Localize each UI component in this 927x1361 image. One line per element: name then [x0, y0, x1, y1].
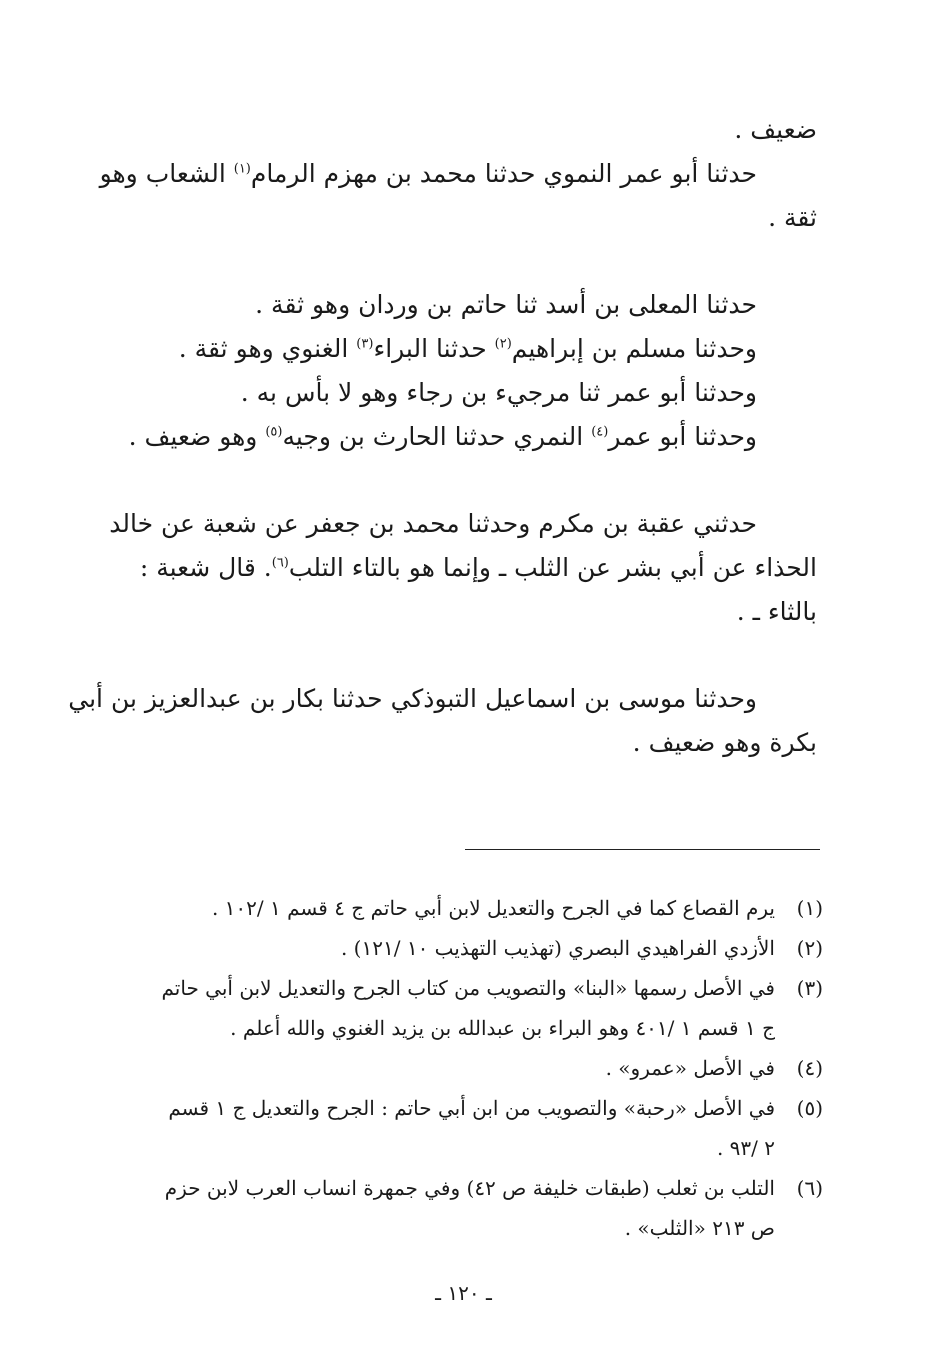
footnote-text: ٢ /٩٣ .: [716, 1136, 775, 1160]
narration-line: [107, 415, 817, 459]
footnote-text: يرم القصاع كما في الجرح والتعديل لابن أبي حاتم ج ٤ قسم ١ /١٠٢ .: [211, 896, 775, 920]
footnote-number: (٤): [796, 1056, 823, 1080]
footnote-ref: (٤): [591, 424, 609, 440]
footnote-text: ص ٢١٣ «الثلب» .: [624, 1216, 775, 1240]
narration-line: وحدثنا أبو عمر ثنا مرجيء بن رجاء وهو لا بأس به .: [240, 378, 757, 407]
text-run: . قال شعبة :: [139, 553, 272, 582]
footnote-number: (٦): [796, 1176, 823, 1200]
paragraph-4: [107, 502, 817, 634]
footnote-text: التلب بن ثعلب (طبقات خليفة ص ٤٢) وفي جمهرة انساب العرب لابن حزم: [164, 1176, 775, 1200]
text-line: ضعيف .: [734, 115, 817, 144]
text-run: الغنوي وهو ثقة .: [178, 334, 357, 363]
text-run: الحذاء عن أبي بشر عن الثلب ـ وإنما هو بالتاء التلب: [288, 553, 817, 582]
paragraph-2: [99, 152, 817, 240]
footnote-ref: (١): [233, 161, 251, 177]
text-run: النمري حدثنا الحارث بن وجيه: [282, 422, 592, 451]
narration-line: [107, 327, 817, 371]
text-run: وهو ضعيف .: [128, 422, 266, 451]
footnote-number: (١): [796, 896, 823, 920]
paragraph-1: [107, 108, 817, 152]
footnote-number: (٣): [796, 976, 823, 1000]
footnote: [103, 928, 823, 968]
footnote: [103, 968, 823, 1048]
footnote: [103, 1168, 823, 1248]
text-line: ثقة .: [768, 203, 817, 232]
footnote-ref: (٣): [356, 336, 374, 352]
footnote-text: في الأصل رسمها «البنا» والتصويب من كتاب الجرح والتعديل لابن أبي حاتم: [161, 976, 775, 1000]
footnote: [103, 1048, 823, 1088]
narration-list: [107, 283, 817, 459]
footnote-text: ج ١ قسم ١ /٤٠١ وهو البراء بن عبدالله بن يزيد الغنوي والله أعلم .: [230, 1016, 775, 1040]
text-line: وحدثنا موسى بن اسماعيل التبوذكي حدثنا بكار بن عبدالعزيز بن أبي: [68, 684, 757, 713]
footnote-text: في الأصل «عمرو» .: [605, 1056, 775, 1080]
footnote-ref: (٢): [494, 336, 512, 352]
text-line: بكرة وهو ضعيف .: [632, 728, 817, 757]
text-line: بالثاء ـ .: [736, 597, 817, 626]
page-number: ـ ١٢٠ ـ: [435, 1281, 492, 1305]
footnote-number: (٢): [796, 936, 823, 960]
footnotes-list: [103, 888, 823, 1248]
footnote-number: (٥): [796, 1096, 823, 1120]
text-run: حدثنا البراء: [373, 334, 495, 363]
footnote: [103, 888, 823, 928]
paragraph-5: [68, 677, 817, 765]
footnote-text: في الأصل «رحبة» والتصويب من ابن أبي حاتم : الجرح والتعديل ج ١ قسم: [168, 1096, 775, 1120]
text-run: وحدثنا مسلم بن إبراهيم: [511, 334, 757, 363]
text-line: حدثني عقبة بن مكرم وحدثنا محمد بن جعفر عن شعبة عن خالد: [109, 509, 757, 538]
text-run: وحدثنا أبو عمر: [608, 422, 757, 451]
text-run: حدثنا أبو عمر النموي حدثنا محمد بن مهزم الرمام: [250, 159, 757, 188]
footnote-ref: (٥): [265, 424, 283, 440]
text-line: [99, 152, 817, 196]
footnote: [103, 1088, 823, 1168]
footnote-ref: (٦): [271, 555, 289, 571]
footnote-text: الأزدي الفراهيدي البصري (تهذيب التهذيب ١٠ /١٢١) .: [340, 936, 775, 960]
footnote-separator: [465, 849, 820, 850]
narration-line: حدثنا المعلى بن أسد ثنا حاتم بن وردان وهو ثقة .: [255, 290, 757, 319]
text-line: [107, 546, 817, 590]
text-run: الشعاب وهو: [99, 159, 234, 188]
